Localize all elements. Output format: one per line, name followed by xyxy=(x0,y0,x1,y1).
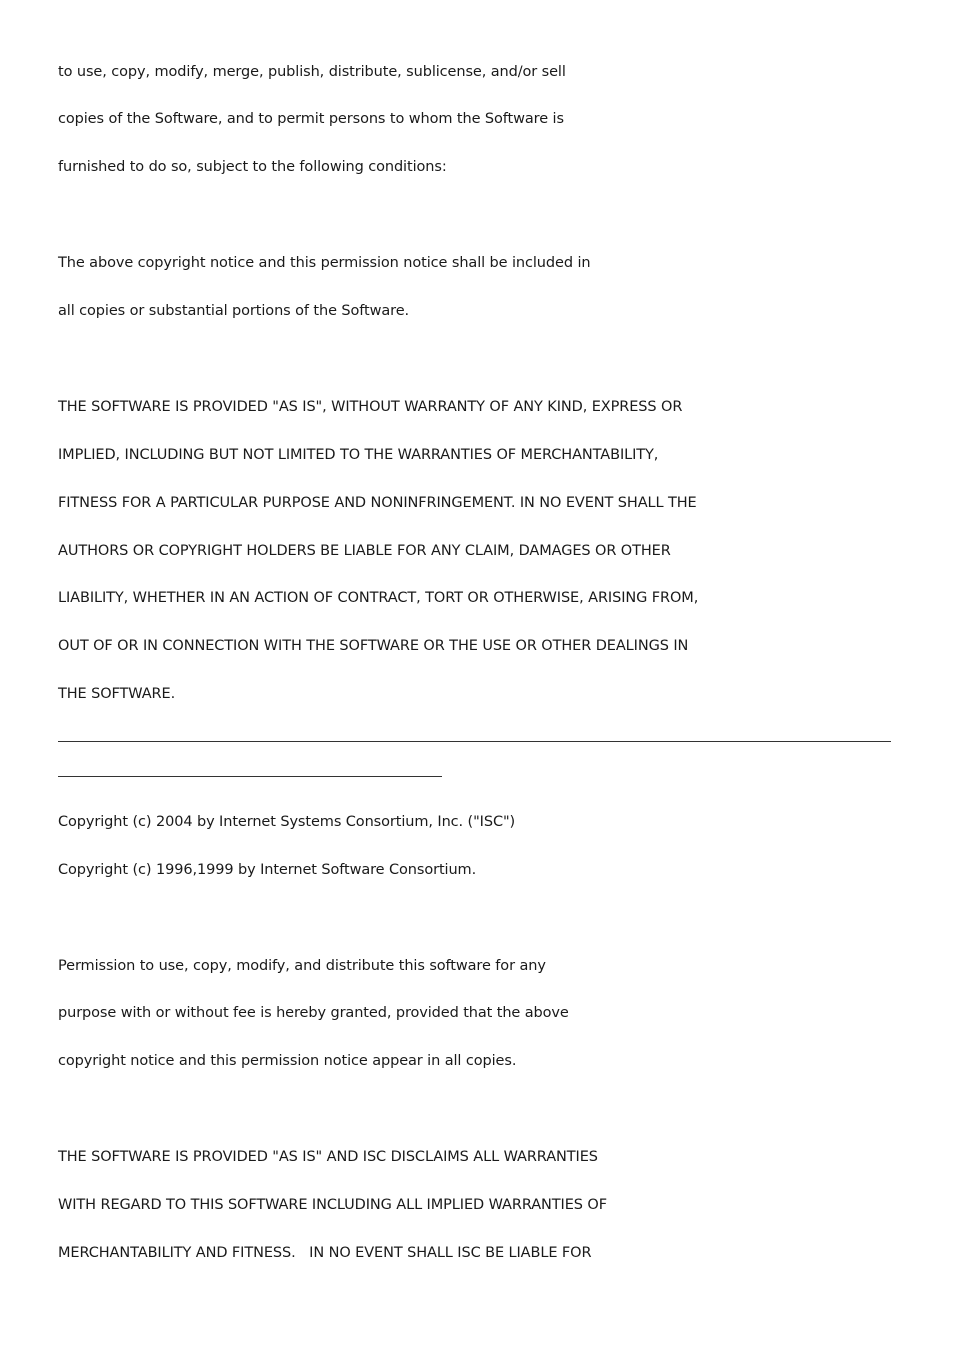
text-line: Permission to use, copy, modify, and distribute this software for any xyxy=(58,958,546,974)
text-line: MERCHANTABILITY AND FITNESS. IN NO EVENT SHALL ISC BE LIABLE FOR xyxy=(58,1245,592,1261)
text-line: LIABILITY, WHETHER IN AN ACTION OF CONTRACT, TORT OR OTHERWISE, ARISING FROM, xyxy=(58,590,699,606)
text-line: all copies or substantial portions of the Software. xyxy=(58,303,410,319)
text-line: copies of the Software, and to permit persons to whom the Software is xyxy=(58,111,564,127)
text-line: furnished to do so, subject to the following conditions: xyxy=(58,159,447,175)
text-line: Copyright (c) 2004 by Internet Systems Consortium, Inc. ("ISC") xyxy=(58,814,516,830)
text-line: WITH REGARD TO THIS SOFTWARE INCLUDING ALL IMPLIED WARRANTIES OF xyxy=(58,1197,607,1213)
text-line: AUTHORS OR COPYRIGHT HOLDERS BE LIABLE FOR ANY CLAIM, DAMAGES OR OTHER xyxy=(58,543,671,559)
text-line: The above copyright notice and this permission notice shall be included in xyxy=(58,255,591,271)
text-line: to use, copy, modify, merge, publish, distribute, sublicense, and/or sell xyxy=(58,64,566,80)
text-line: copyright notice and this permission notice appear in all copies. xyxy=(58,1053,517,1069)
text-line: Copyright (c) 1996,1999 by Internet Software Consortium. xyxy=(58,862,477,878)
text-line: THE SOFTWARE. xyxy=(58,686,176,702)
text-line: FITNESS FOR A PARTICULAR PURPOSE AND NONINFRINGEMENT. IN NO EVENT SHALL THE xyxy=(58,495,697,511)
text-line: OUT OF OR IN CONNECTION WITH THE SOFTWARE OR THE USE OR OTHER DEALINGS IN xyxy=(58,638,689,654)
text-line: purpose with or without fee is hereby granted, provided that the above xyxy=(58,1005,569,1021)
text-line: IMPLIED, INCLUDING BUT NOT LIMITED TO THE WARRANTIES OF MERCHANTABILITY, xyxy=(58,447,659,463)
separator-rule xyxy=(58,776,442,777)
text-line: THE SOFTWARE IS PROVIDED "AS IS" AND ISC DISCLAIMS ALL WARRANTIES xyxy=(58,1149,598,1165)
separator-rule xyxy=(58,741,891,742)
text-line: THE SOFTWARE IS PROVIDED "AS IS", WITHOUT WARRANTY OF ANY KIND, EXPRESS OR xyxy=(58,399,683,415)
